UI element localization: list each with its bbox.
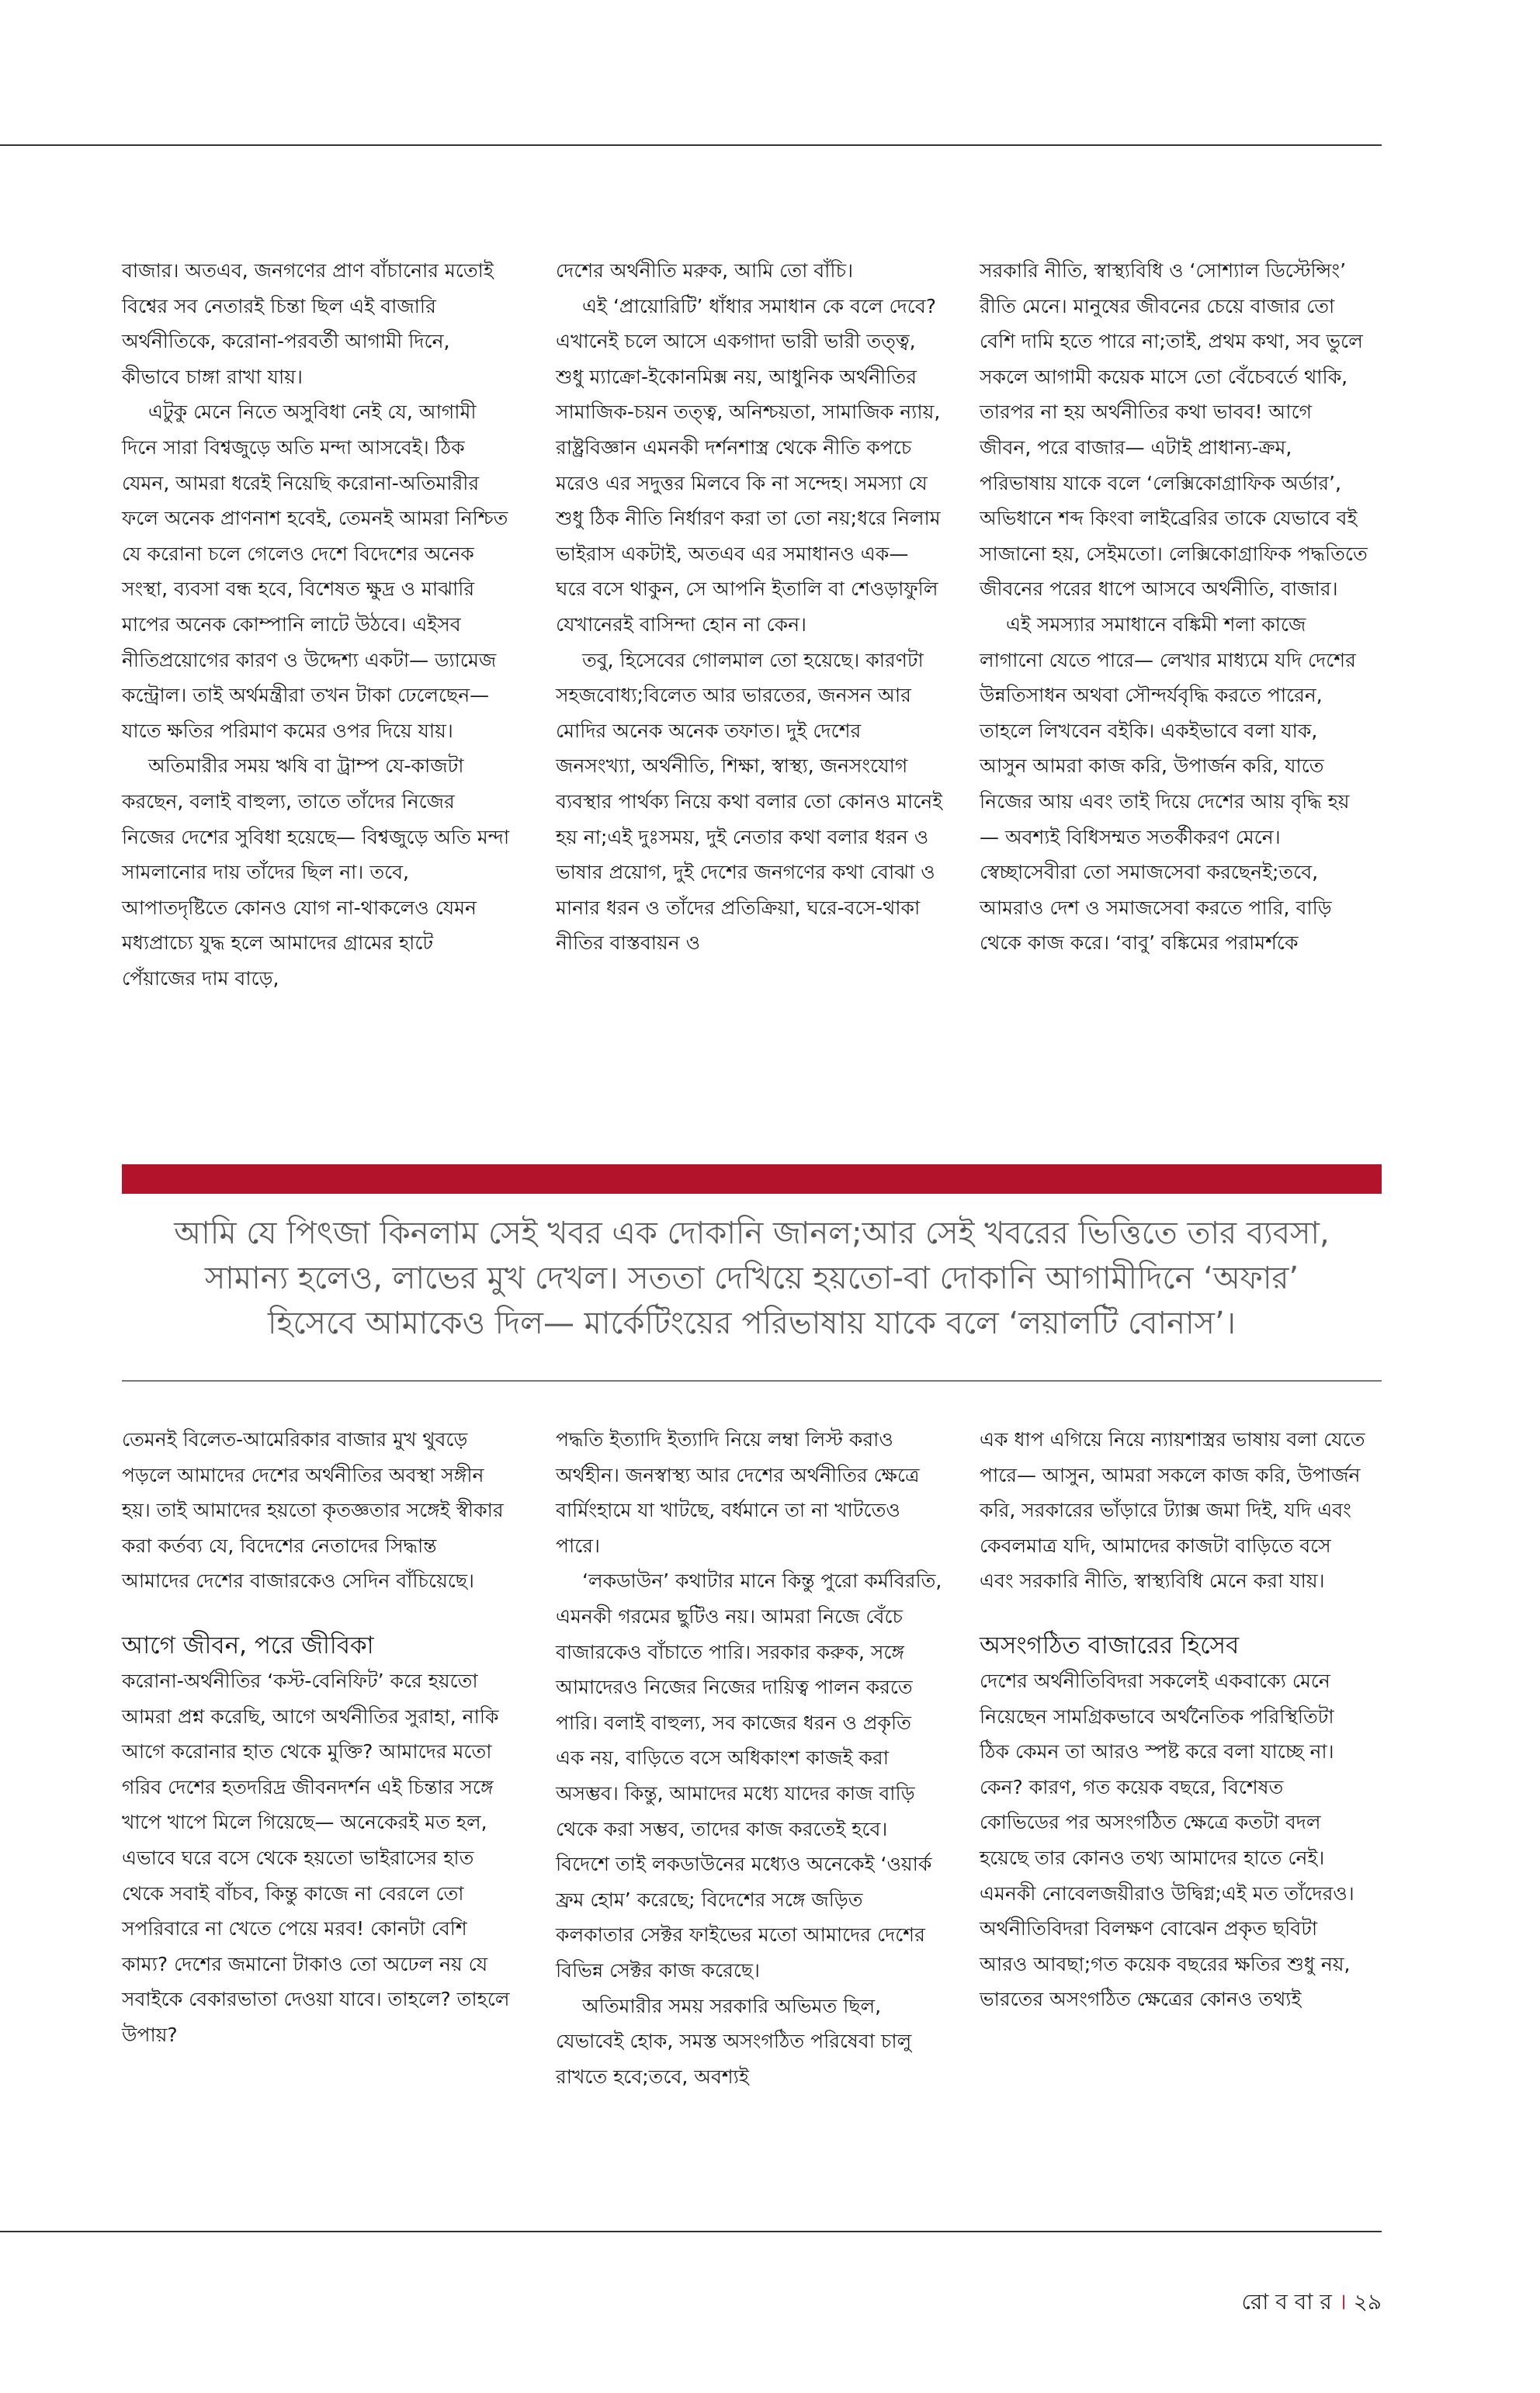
- magazine-name: রো ব বা র: [1241, 2289, 1332, 2315]
- bottom-column-2: [556, 1422, 944, 2094]
- top-column-3: [980, 253, 1368, 961]
- paragraph: তবু, হিসেবের গোলমাল তো হয়েছে। কারণটা সহজবোধ্য;বিলেত আর ভারতের, জনসন আর মোদির অনেক অনেক তফাত। দুই দেশের জনসংখ্যা, অর্থনীতি, শিক্ষা, স্বাস্থ্য, জনসংযোগ ব্যবস্থার পার্থক্য নিয়ে কথা বলার তো কোনও মানেই হয় না;এই দুঃসময়, দুই নেতার কথা বলার ধরন ও ভাষার প্রয়োগ, দুই দেশের জনগণের কথা বোঝা ও মানার ধরন ও তাঁদের প্রতিক্রিয়া, ঘরে-বসে-থাকা নীতির বাস্তবায়ন ও: [556, 648, 943, 955]
- paragraph: পদ্ধতি ইত্যাদি ইত্যাদি নিয়ে লম্বা লিস্ট করাও অর্থহীন। জনস্বাস্থ্য আর দেশের অর্থনীতির ক্ষেত্রে বার্মিংহামে যা খাটছে, বর্ধমানে তা না খাটতেও পারে।: [556, 1428, 920, 1557]
- pull-quote-line: সামান্য হলেও, লাভের মুখ দেখল। সততা দেখিয়ে হয়তো-বা দোকানি আগামীদিনে ‘অফার’: [204, 1261, 1299, 1296]
- paragraph: এই ‘প্রায়োরিটি’ ধাঁধার সমাধান কে বলে দেবে? এখানেই চলে আসে একগাদা ভারী ভারী তত্ত্ব, শুধু ম্যাক্রো-ইকোনমিক্স নয়, আধুনিক অর্থনীতির সামাজিক-চয়ন তত্ত্ব, অনিশ্চয়তা, সামাজিক ন্যায়, রাষ্ট্রবিজ্ঞান এমনকী দর্শনশাস্ত্র থেকে নীতি কপচে মরেও এর সদুত্তর মিলবে কি না সন্দেহ। সমস্যা যে শুধু ঠিক নীতি নির্ধারণ করা তা তো নয়;ধরে নিলাম ভাইরাস একটাই, অতএব এর সমাধানও এক— ঘরে বসে থাকুন, সে আপনি ইতালি বা শেওড়াফুলি যেখানেরই বাসিন্দা হোন না কেন।: [556, 294, 941, 636]
- paragraph: সরকারি নীতি, স্বাস্থ্যবিধি ও ‘সোশ্যাল ডিস্টেন্সিং’ রীতি মেনে। মানুষের জীবনের চেয়ে বাজার তো বেশি দামি হতে পারে না;তাই, প্রথম কথা, সব ভুলে সকলে আগামী কয়েক মাসে তো বেঁচেবর্তে থাকি, তারপর না হয় অর্থনীতির কথা ভাবব! আগে জীবন, পরে বাজার— এটাই প্রাধান্য-ক্রম, পরিভাষায় যাকে বলে ‘লেক্সিকোগ্রাফিক অর্ডার’, অভিধানে শব্দ কিংবা লাইব্রেরির তাকে যেভাবে বই সাজানো হয়, সেইমতো। লেক্সিকোগ্রাফিক পদ্ধতিতে জীবনের পরের ধাপে আসবে অর্থনীতি, বাজার।: [980, 259, 1368, 601]
- bottom-column-3: [980, 1422, 1368, 2017]
- top-column-1: [122, 253, 510, 996]
- page-number: ২৯: [1353, 2289, 1382, 2315]
- paragraph: ‘লকডাউন’ কথাটার মানে কিন্তু পুরো কর্মবিরতি, এমনকী গরমের ছুটিও নয়। আমরা নিজে বেঁচে বাজারকেও বাঁচাতে পারি। সরকার করুক, সঙ্গে আমাদেরও নিজের নিজের দায়িত্ব পালন করতে পারি। বলাই বাহুল্য, সব কাজের ধরন ও প্রকৃতি এক নয়, বাড়িতে বসে অধিকাংশ কাজই করা অসম্ভব। কিন্তু, আমাদের মধ্যে যাদের কাজ বাড়ি থেকে করা সম্ভব, তাদের কাজ করতেই হবে। বিদেশে তাই লকডাউনের মধ্যেও অনেকেই ‘ওয়ার্ক ফ্রম হোম’ করেছে; বিদেশের সঙ্গে জড়িত কলকাতার সেক্টর ফাইভের মতো আমাদের দেশের বিভিন্ন সেক্টর কাজ করেছে।: [556, 1569, 942, 1982]
- paragraph: এই সমস্যার সমাধানে বঙ্কিমী শলা কাজে লাগানো যেতে পারে— লেখার মাধ্যমে যদি দেশের উন্নতিসাধন অথবা সৌন্দর্যবৃদ্ধি করতে পারেন, তাহলে লিখবেন বইকি। একইভাবে বলা যাক, আসুন আমরা কাজ করি, উপার্জন করি, যাতে নিজের আয় এবং তাই দিয়ে দেশের আয় বৃদ্ধি হয়— অবশ্যই বিধিসম্মত সতর্কীকরণ মেনে। স্বেচ্ছাসেবীরা তো সমাজসেবা করছেনই;তবে, আমরাও দেশ ও সমাজসেবা করতে পারি, বাড়ি থেকে কাজ করে। ‘বাবু’ বঙ্কিমের পরামর্শকে: [980, 612, 1356, 955]
- page-folio: [1242, 2285, 1382, 2322]
- pull-quote-band: [122, 1164, 1382, 1194]
- paragraph: এক ধাপ এগিয়ে নিয়ে ন্যায়শাস্ত্রর ভাষায় বলা যেতে পারে— আসুন, আমরা সকলে কাজ করি, উপার্জন করি, সরকারের ভাঁড়ারে ট্যাক্স জমা দিই, যদি এবং কেবলমাত্র যদি, আমাদের কাজটা বাড়িতে বসে এবং সরকারি নীতি, স্বাস্থ্যবিধি মেনে করা যায়।: [980, 1428, 1365, 1593]
- pull-quote: [122, 1211, 1382, 1346]
- paragraph: এটুকু মেনে নিতে অসুবিধা নেই যে, আগামী দিনে সারা বিশ্বজুড়ে অতি মন্দা আসবেই। ঠিক যেমন, আমরা ধরেই নিয়েছি করোনা-অতিমারীর ফলে অনেক প্রাণনাশ হবেই, তেমনই আমরা নিশ্চিত যে করোনা চলে গেলেও দেশে বিদেশের অনেক সংস্থা, ব্যবসা বন্ধ হবে, বিশেষত ক্ষুদ্র ও মাঝারি মাপের অনেক কোম্পানি লাটে উঠবে। এইসব নীতিপ্রয়োগের কারণ ও উদ্দেশ্য একটা— ড্যামেজ কন্ট্রোল। তাই অর্থমন্ত্রীরা তখন টাকা ঢেলেছেন— যাতে ক্ষতির পরিমাণ কমের ওপর দিয়ে যায়।: [122, 401, 508, 742]
- section-heading: আগে জীবন, পরে জীবিকা: [122, 1631, 374, 1659]
- paragraph: বাজার। অতএব, জনগণের প্রাণ বাঁচানোর মতোই বিশ্বের সব নেতারই চিন্তা ছিল এই বাজারি অর্থনীতিকে, করোনা-পরবর্তী আগামী দিনে, কীভাবে চাঙ্গা রাখা যায়।: [122, 259, 494, 388]
- paragraph: অতিমারীর সময় ঋষি বা ট্রাম্প যে-কাজটা করছেন, বলাই বাহুল্য, তাতে তাঁদের নিজের নিজের দেশের সুবিধা হয়েছে— বিশ্বজুড়ে অতি মন্দা সামলানোর দায় তাঁদের ছিল না। তবে, আপাতদৃষ্টিতে কোনও যোগ না-থাকলেও যেমন মধ্যপ্রাচ্যে যুদ্ধ হলে আমাদের গ্রামের হাটে পেঁয়াজের দাম বাড়ে,: [122, 754, 510, 990]
- pull-quote-line: হিসেবে আমাকেও দিল— মার্কেটিংয়ের পরিভাষায় যাকে বলে ‘লয়ালটি বোনাস’।: [268, 1306, 1236, 1341]
- bottom-rule: [0, 2231, 1382, 2232]
- top-rule: [0, 144, 1382, 146]
- section-heading: অসংগঠিত বাজারের হিসেব: [980, 1631, 1240, 1659]
- top-column-2: [556, 253, 944, 961]
- paragraph: অতিমারীর সময় সরকারি অভিমত ছিল, যেভাবেই হোক, সমস্ত অসংগঠিত পরিষেবা চালু রাখতে হবে;তবে, অবশ্যই: [556, 1994, 912, 2088]
- paragraph: তেমনই বিলেত-আমেরিকার বাজার মুখ থুবড়ে পড়লে আমাদের দেশের অর্থনীতির অবস্থা সঙ্গীন হয়। তাই আমাদের হয়তো কৃতজ্ঞতার সঙ্গেই স্বীকার করা কর্তব্য যে, বিদেশের নেতাদের সিদ্ধান্ত আমাদের দেশের বাজারকেও সেদিন বাঁচিয়েছে।: [122, 1428, 504, 1593]
- bottom-column-1: [122, 1422, 510, 2053]
- pull-quote-line: আমি যে পিৎজা কিনলাম সেই খবর এক দোকানি জানল;আর সেই খবরের ভিত্তিতে তার ব্যবসা,: [174, 1216, 1330, 1251]
- paragraph: দেশের অর্থনীতিবিদরা সকলেই একবাক্যে মেনে নিয়েছেন সামগ্রিকভাবে অর্থনৈতিক পরিস্থিতিটা ঠিক কেমন তা আরও স্পষ্ট করে বলা যাচ্ছে না। কেন? কারণ, গত কয়েক বছরে, বিশেষত কোভিডের পর অসংগঠিত ক্ষেত্রে কতটা বদল হয়েছে তার কোনও তথ্য আমাদের হাতে নেই। এমনকী নোবেলজয়ীরাও উদ্বিগ্ন;এই মত তাঁদেরও। অর্থনীতিবিদরা বিলক্ষণ বোঝেন প্রকৃত ছবিটা আরও আবছা;গত কয়েক বছরের ক্ষতির শুধু নয়, ভারতের অসংগঠিত ক্ষেত্রের কোনও তথ্যই: [980, 1669, 1354, 2011]
- pull-quote-rule: [122, 1380, 1382, 1382]
- paragraph: করোনা-অর্থনীতির ‘কস্ট-বেনিফিট’ করে হয়তো আমরা প্রশ্ন করেছি, আগে অর্থনীতির সুরাহা, নাকি আগে করোনার হাত থেকে মুক্তি? আমাদের মতো গরিব দেশের হতদরিদ্র জীবনদর্শন এই চিন্তার সঙ্গে খাপে খাপে মিলে গিয়েছে— অনেকেরই মত হল, এভাবে ঘরে বসে থেকে হয়তো ভাইরাসের হাত থেকে সবাই বাঁচব, কিন্তু কাজে না বেরলে তো সপরিবারে না খেতে পেয়ে মরব! কোনটা বেশি কাম্য? দেশের জমানো টাকাও তো অঢেল নয় যে সবাইকে বেকারভাতা দেওয়া যাবে। তাহলে? তাহলে উপায়?: [122, 1669, 510, 2046]
- paragraph: দেশের অর্থনীতি মরুক, আমি তো বাঁচি।: [556, 259, 854, 282]
- folio-separator: ।: [1338, 2289, 1347, 2315]
